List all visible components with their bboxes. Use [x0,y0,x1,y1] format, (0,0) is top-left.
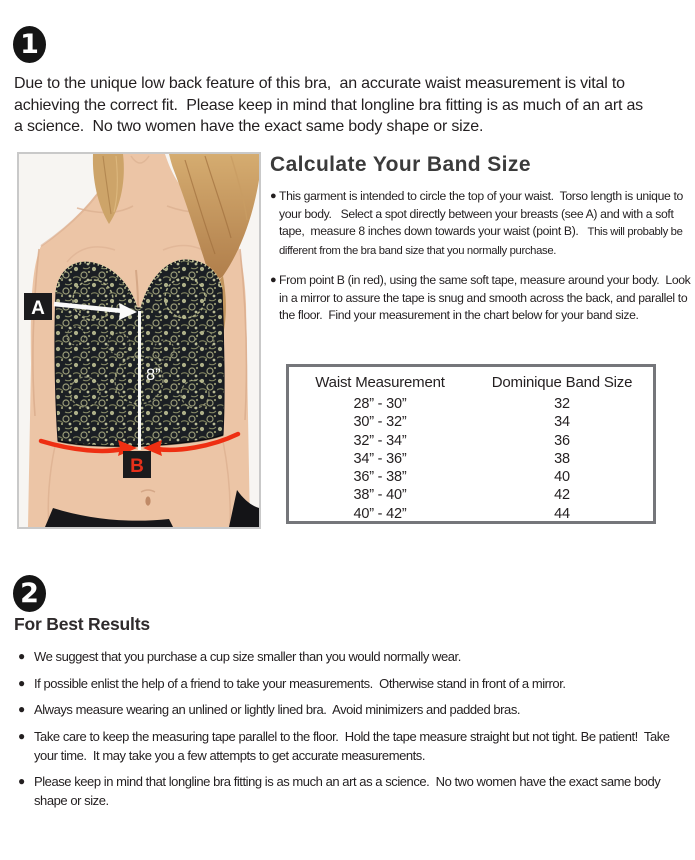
col-header-waist: Waist Measurement [315,374,445,391]
bullet-icon: ● [18,774,26,788]
bullet-icon: ● [18,702,26,716]
best-results-section [14,614,690,818]
waist-range-cell: 32” - 34” [353,432,407,449]
list-item [270,188,693,260]
waist-range-cell: 30” - 32” [353,414,407,431]
band-size-heading: Calculate Your Band Size [270,153,531,176]
waist-range-cell: 38” - 40” [353,487,407,504]
band-size-cell: 40 [554,469,570,486]
band-size-chart [286,364,656,524]
band-bullet-1 [279,188,693,260]
waist-range-cell: 36” - 38” [353,469,407,486]
bullet-icon: ● [18,728,26,743]
waist-range-cell: 40” - 42” [353,505,407,522]
band-size-section [270,153,693,331]
list-item [14,727,690,765]
band-size-cell: 38 [554,450,570,467]
bullet-icon: ● [270,274,277,286]
waist-range-cell: 34” - 36” [353,450,407,467]
best-results-heading: For Best Results [14,614,150,634]
bullet-icon: ● [18,649,26,663]
measurement-8in-label: 8” [146,366,161,384]
step-2-badge: 2 [13,575,46,612]
best-results-bullet: Take care to keep the measuring tape parallel to the floor. Hold the tape measure straight but not tight. Be patient! Take your time. It may take you a few attempts to get accurate measurements. [34,728,673,763]
waist-range-cell: 28” - 30” [353,396,407,412]
point-a-label: A [31,298,45,319]
table-row [289,468,653,486]
list-item [14,772,690,810]
intro-paragraph: Due to the unique low back feature of this bra, an accurate waist measurement is vital to achieving the correct fit. Please keep in mind that longline bra fitting is as much of an art as a science. No two women have the exact same body shape or size. [14,75,648,135]
table-row [289,486,653,504]
table-row [289,450,653,468]
band-bullet-1-main: This garment is intended to circle the top of your waist. Torso length is unique to your body. Select a spot directly between your breasts (see A) and with a soft tape, measure 8 inches down towards your waist (point B). [279,189,686,238]
bullet-icon: ● [270,190,277,202]
list-item [14,674,690,693]
col-header-band-size: Dominique Band Size [491,374,633,391]
band-bullet-1-note: This will probably be different from the bra band size that you normally purchase. [279,226,686,257]
navel [145,496,150,505]
band-size-cell: 36 [554,432,570,449]
list-item [270,272,693,325]
list-item [14,700,690,719]
step-1-badge: 1 [13,26,46,63]
band-size-cell: 32 [554,396,570,412]
measurement-photo [17,152,261,529]
table-row [289,505,653,523]
best-results-bullet: If possible enlist the help of a friend to take your measurements. Otherwise stand in front of a mirror. [34,675,566,691]
point-b-label: B [130,456,144,477]
table-row [289,432,653,450]
list-item [14,647,690,666]
model-figure [19,154,259,527]
best-results-bullet: Always measure wearing an unlined or lightly lined bra. Avoid minimizers and padded bras. [34,702,521,717]
band-size-cell: 44 [554,505,570,522]
best-results-bullet: Please keep in mind that longline bra fitting is as much an art as a science. No two women have the exact same body shape or size. [34,774,664,808]
table-row [289,413,653,431]
band-bullet-2: From point B (in red), using the same soft tape, measure around your body. Look in a mirror to assure the tape is snug and smooth across the back, and parallel to the floor. Find your measurement in the chart below for your band size. [279,273,694,322]
band-size-cell: 34 [554,414,570,431]
band-size-cell: 42 [554,487,570,504]
bullet-icon: ● [18,675,26,690]
table-row [289,395,653,413]
best-results-bullet: We suggest that you purchase a cup size smaller than you would normally wear. [34,649,461,664]
table-header-row [289,372,653,395]
